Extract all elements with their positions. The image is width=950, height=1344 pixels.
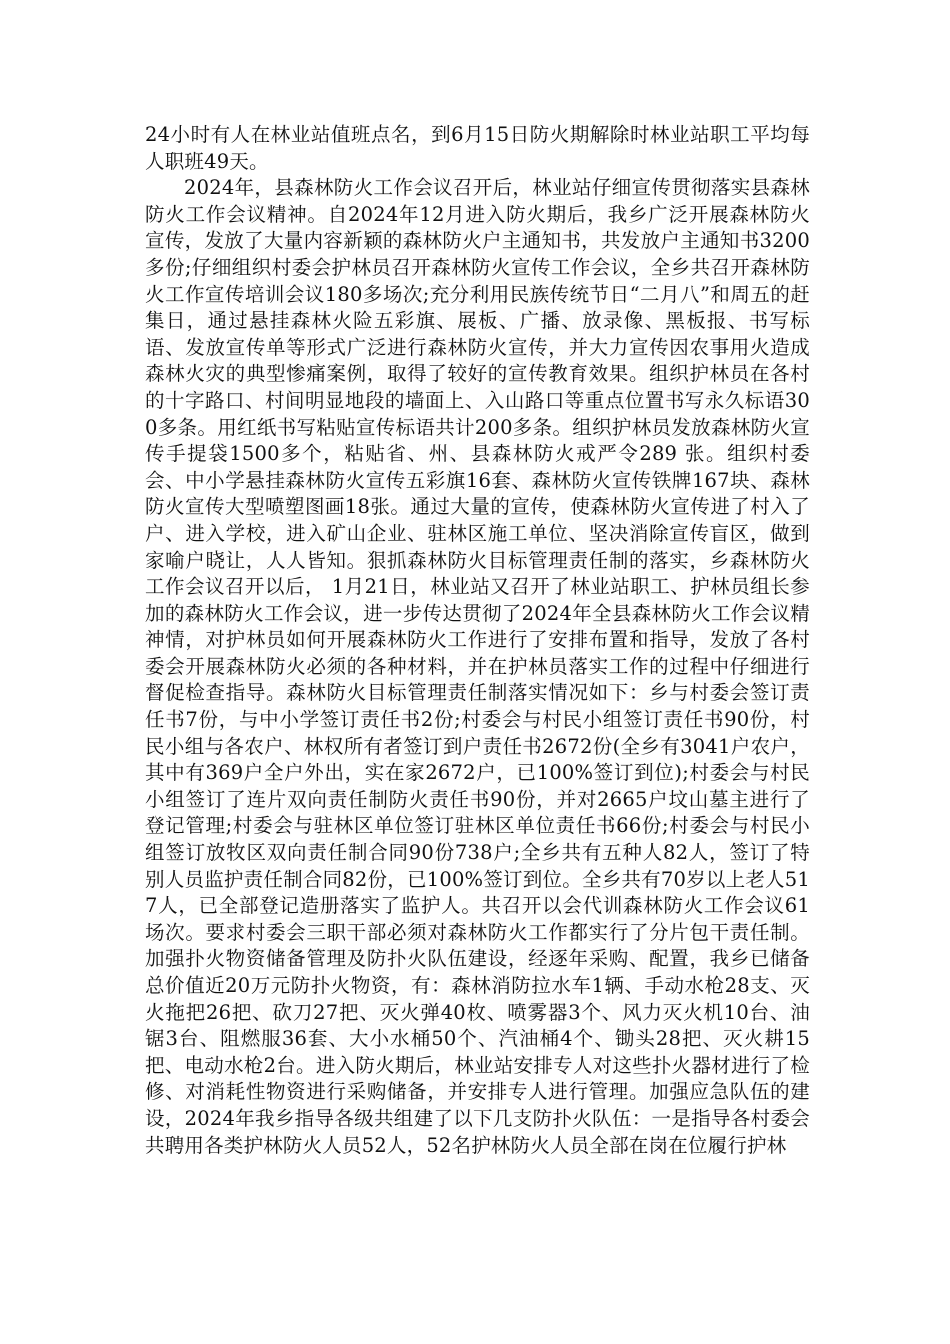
paragraph-forest-fire-prevention: 2024年，县森林防火工作会议召开后，林业站仔细宣传贯彻落实县森林防火工作会议精神。自2024年12月进入防火期后，我乡广泛开展森林防火宣传，发放了大量内容新颖的森林防火户主通知书，共发放户主通知书3200多份;仔细组织村委会护林员召开森林防火宣传工作会议，全乡共召开森林防火工作宣传培训会议180多场次;充分利用民族传统节日“二月八”和周五的赶集日，通过悬挂森林火险五彩旗、展板、广播、放录像、黑板报、书写标语、发放宣传单等形式广泛进行森林防火宣传，并大力宣传因农事用火造成森林火灾的典型惨痛案例，取得了较好的宣传教育效果。组织护林员在各村的十字路口、村间明显地段的墙面上、入山路口等重点位置书写永久标语300多条。用红纸书写粘贴宣传标语共计200多条。组织护林员发放森林防火宣传手提袋1500多个，粘贴省、州、县森林防火戒严令289 张。组织村委会、中小学悬挂森林防火宣传五彩旗16套、森林防火宣传铁牌167块、森林防火宣传大型喷塑图画18张。通过大量的宣传，使森林防火宣传进了村入了户、进入学校，进入矿山企业、驻林区施工单位、坚决消除宣传盲区，做到家喻户晓让，人人皆知。狠抓森林防火目标管理责任制的落实，乡森林防火工作会议召开以后， 1月21日，林业站又召开了林业站职工、护林员组长参加的森林防火工作会议，进一步传达贯彻了2024年全县森林防火工作会议精神情，对护林员如何开展森林防火工作进行了安排布置和指导，发放了各村委会开展森林防火必须的各种材料，并在护林员落实工作的过程中仔细进行督促检查指导。森林防火目标管理责任制落实情况如下：乡与村委会签订责任书7份，与中小学签订责任书2份;村委会与村民小组签订责任书90份，村民小组与各农户、林权所有者签订到户责任书2672份(全乡有3041户农户，其中有369户全户外出，实在家2672户，已100%签订到位);村委会与村民小组签订了连片双向责任制防火责任书90份，并对2665户坟山墓主进行了登记管理;村委会与驻林区单位签订驻林区单位责任书66份;村委会与村民小组签订放牧区双向责任制合同90份738户;全乡共有五种人82人，签订了特别人员监护责任制合同82份，已100%签订到位。全乡共有70岁以上老人517人，已全部登记造册落实了监护人。共召开以会代训森林防火工作会议61场次。要求村委会三职干部必须对森林防火工作都实行了分片包干责任制。加强扑火物资储备管理及防扑火队伍建设，经逐年采购、配置，我乡已储备总价值近20万元防扑火物资，有：森林消防拉水车1辆、手动水枪28支、灭火拖把26把、砍刀27把、灭火弹40枚、喷雾器3个、风力灭火机10台、油锯3台、阻燃服36套、大小水桶50个、汽油桶4个、锄头28把、灭火耕15把、电动水枪2台。进入防火期后，林业站安排专人对这些扑火器材进行了检修、对消耗性物资进行采购储备，并安排专人进行管理。加强应急队伍的建设，2024年我乡指导各级共组建了以下几支防扑火队伍：一是指导各村委会共聘用各类护林防火人员52人，52名护林防火人员全部在岗在位履行护林 — [145, 176, 810, 1157]
document-body — [145, 122, 810, 1159]
paragraph-continuation: 24小时有人在林业站值班点名，到6月15日防火期解除时林业站职工平均每人职班49天。 — [145, 123, 810, 173]
